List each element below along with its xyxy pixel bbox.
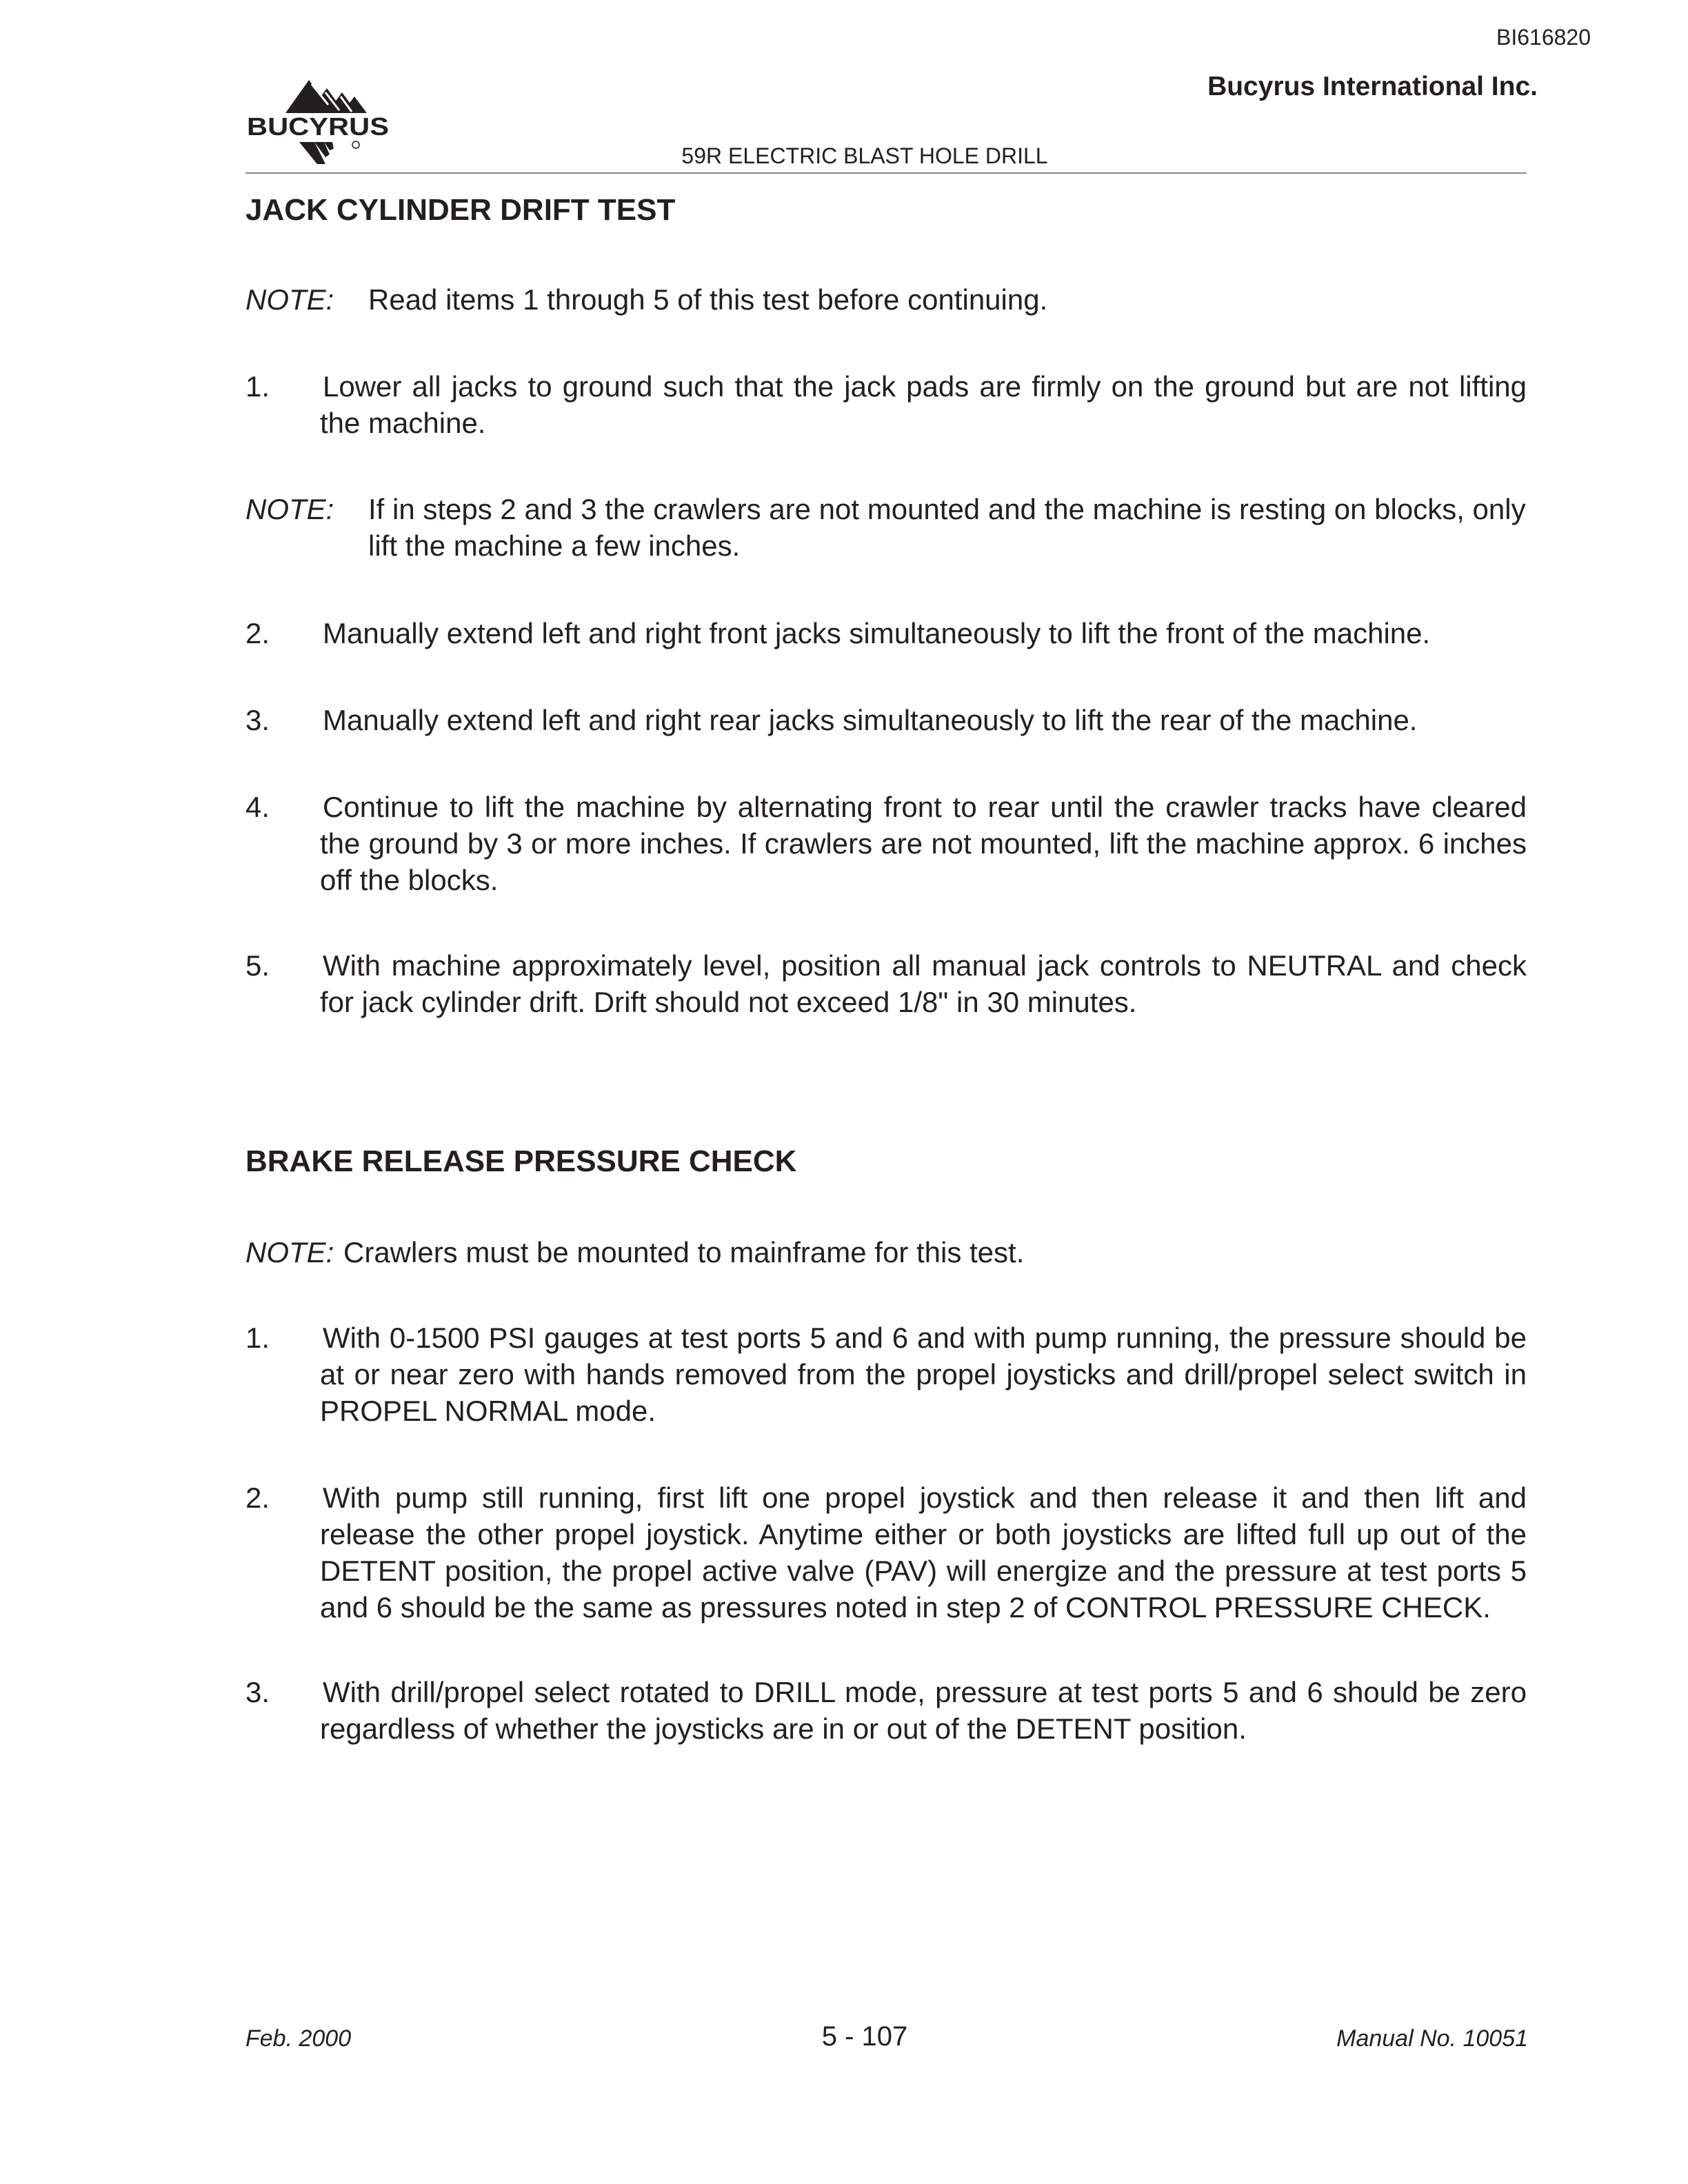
list-item: Lower all jacks to ground such that the jack pads are firmly on the ground but are not lifting the machine. <box>320 370 1527 439</box>
note-label: NOTE: <box>245 283 334 316</box>
list-item: Continue to lift the machine by alternating front to rear until the crawler tracks have cleared the ground by 3 or more inches. If crawlers are not mounted, lift the machine approx. 6 inches off the blocks. <box>320 791 1527 896</box>
item-number: 5. <box>245 949 270 982</box>
list-item: With pump still running, first lift one propel joystick and then release it and then lift and release the other propel joystick. Anytime either or both joysticks are lifted full up out of the DETENT position, the propel active valve (PAV) will energize and the pressure at test ports 5 and 6 should be the same as pressures noted in step 2 of CONTROL PRESSURE CHECK. <box>320 1482 1527 1624</box>
list-item: With drill/propel select rotated to DRILL mode, pressure at test ports 5 and 6 should be zero regardless of whether the joysticks are in or out of the DETENT position. <box>320 1676 1527 1745</box>
note-text: If in steps 2 and 3 the crawlers are not mounted and the machine is resting on blocks, only lift the machine a few inches. <box>368 493 1526 562</box>
note-label: NOTE: <box>245 493 334 525</box>
note-label: NOTE: <box>245 1236 334 1268</box>
document-subtitle: 59R ELECTRIC BLAST HOLE DRILL <box>681 143 1048 168</box>
logo-wordmark: BUCYRUS <box>247 112 389 141</box>
footer-date: Feb. 2000 <box>245 2025 352 2052</box>
note-text: Read items 1 through 5 of this test before continuing. <box>368 283 1048 316</box>
page-number: 5 - 107 <box>821 2021 908 2052</box>
item-number: 1. <box>245 1322 270 1354</box>
item-number: 3. <box>245 1676 270 1708</box>
list-item: Manually extend left and right front jacks simultaneously to lift the front of the machine. <box>323 617 1431 649</box>
document-id: BI616820 <box>1496 25 1591 50</box>
section-title-brake-release-pressure-check: BRAKE RELEASE PRESSURE CHECK <box>245 1144 797 1178</box>
item-number: 2. <box>245 617 270 649</box>
item-number: 2. <box>245 1482 270 1514</box>
list-item: With machine approximately level, position all manual jack controls to NEUTRAL and check for jack cylinder drift. Drift should not exceed 1/8" in 30 minutes. <box>320 949 1527 1018</box>
section-title-jack-cylinder-drift-test: JACK CYLINDER DRIFT TEST <box>245 193 676 227</box>
manual-number: Manual No. 10051 <box>1336 2025 1528 2052</box>
item-number: 4. <box>245 791 270 823</box>
header-divider <box>245 172 1527 174</box>
list-item: Manually extend left and right rear jacks simultaneously to lift the rear of the machine. <box>323 704 1418 736</box>
company-name: Bucyrus International Inc. <box>1207 72 1538 101</box>
item-number: 1. <box>245 370 270 403</box>
list-item: With 0-1500 PSI gauges at test ports 5 and 6 and with pump running, the pressure should be at or near zero with hands removed from the propel joysticks and drill/propel select switch in PROPEL NORMAL mode. <box>320 1322 1527 1427</box>
item-number: 3. <box>245 704 270 736</box>
note-text: Crawlers must be mounted to mainframe for this test. <box>343 1236 1025 1268</box>
